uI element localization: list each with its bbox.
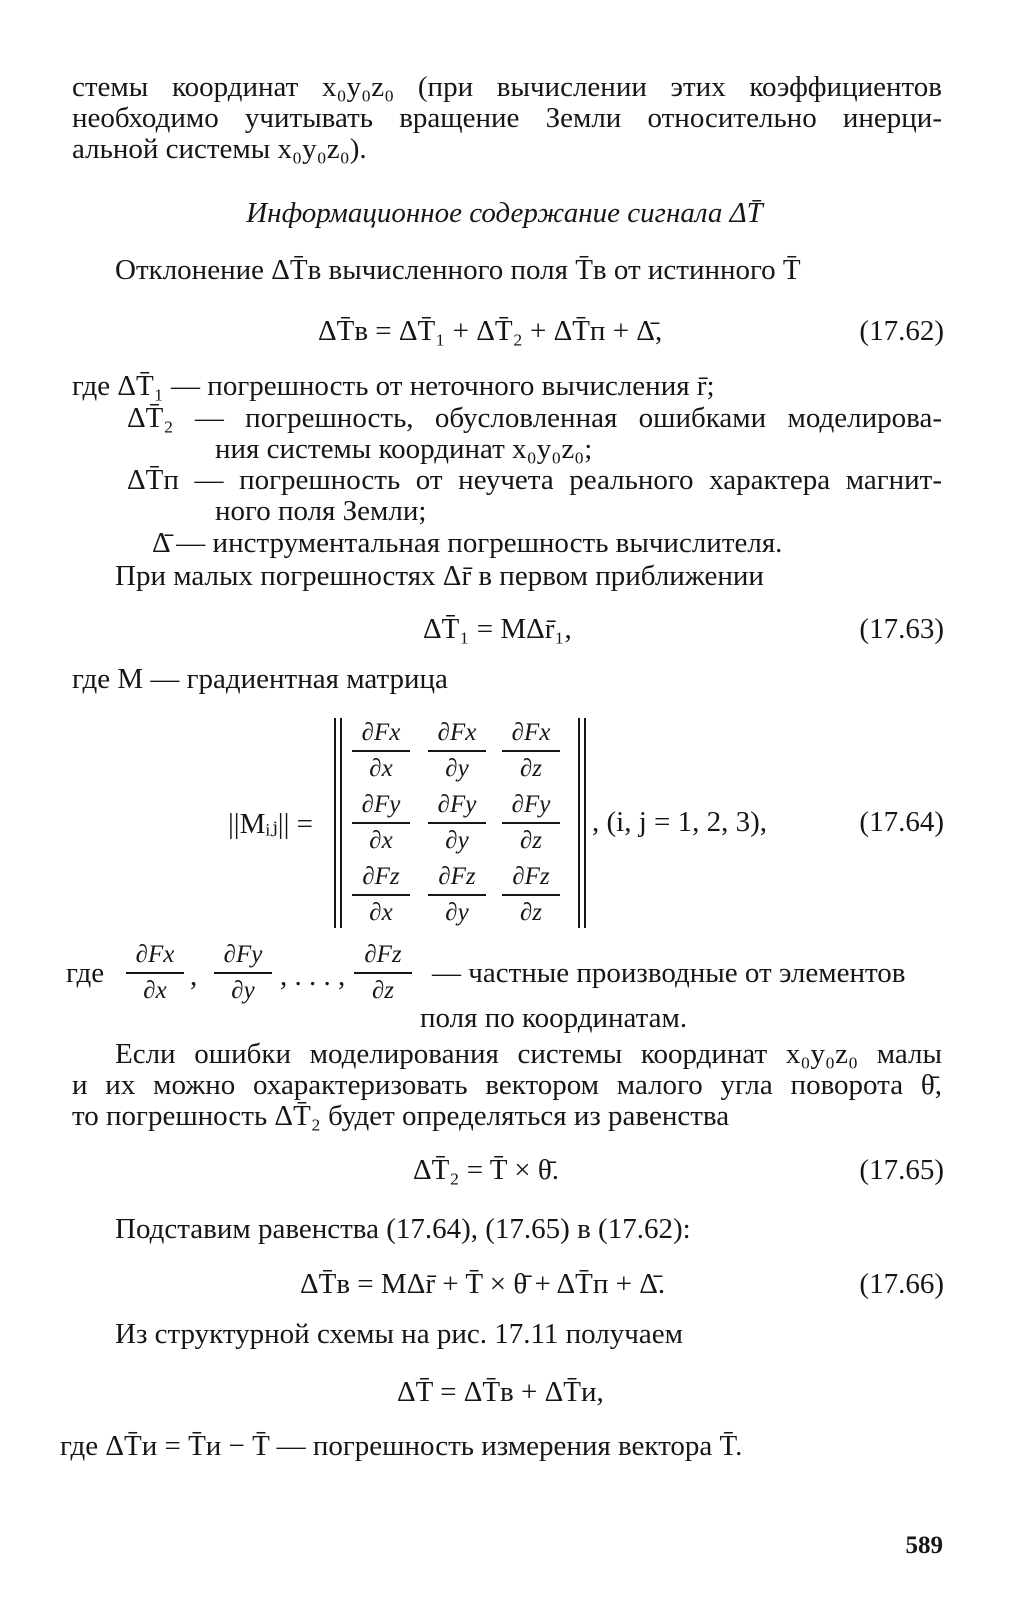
equation-number-17-66: (17.66)	[859, 1268, 944, 1300]
matrix-cell-13: ∂Fx ∂z	[498, 718, 564, 784]
equation-17-63: ΔT̄₁ = MΔr̄₁,	[423, 613, 572, 645]
section-heading: Информационное содержание сигнала ΔT̄	[246, 197, 763, 229]
matrix-cell-11: ∂Fx ∂x	[348, 718, 414, 784]
where-item-1: где ΔT̄₁ — погрешность от неточного вычисления r̄;	[72, 370, 715, 402]
small-errors-text: При малых погрешностях Δr̄ в первом приближении	[115, 560, 764, 592]
where-item-4: Δ̄ — инструментальная погрешность вычислителя.	[152, 527, 783, 559]
intro-line-2: необходимо учитывать вращение Земли относительно инерци-	[72, 102, 942, 134]
page-number: 589	[905, 1532, 943, 1559]
modeling-line-2: и их можно охарактеризовать вектором малого угла поворота θ̄,	[72, 1069, 942, 1101]
partials-where: где	[66, 957, 105, 989]
equation-final: ΔT̄ = ΔT̄в + ΔT̄и,	[397, 1376, 604, 1408]
substitute-text: Подставим равенства (17.64), (17.65) в (17.62):	[115, 1213, 691, 1245]
where-item-3: ΔT̄п — погрешность от неучета реального характера магнит-	[127, 464, 942, 496]
partial-fz-dz: ∂Fz ∂z	[350, 940, 416, 1006]
matrix-cell-31: ∂Fz ∂x	[348, 862, 414, 928]
matrix-right-bar-2	[584, 718, 586, 928]
partials-dots: , . . . ,	[280, 960, 346, 992]
matrix-left-bar-2	[340, 718, 342, 928]
equation-17-66: ΔT̄в = MΔr̄ + T̄ × θ̄ + ΔT̄п + Δ̄.	[300, 1268, 666, 1300]
matrix-label: ||Mᵢⱼ|| =	[228, 808, 314, 840]
modeling-line-1: Если ошибки моделирования системы координат x₀y₀z₀ малы	[115, 1038, 942, 1070]
matrix-cell-12: ∂Fx ∂y	[424, 718, 490, 784]
equation-17-62: ΔT̄в = ΔT̄₁ + ΔT̄₂ + ΔT̄п + Δ̄,	[318, 315, 663, 347]
final-where-text: где ΔT̄и = T̄и − T̄ — погрешность измерения вектора T̄.	[60, 1430, 743, 1462]
matrix-cell-23: ∂Fy ∂z	[498, 790, 564, 856]
matrix-condition: , (i, j = 1, 2, 3),	[592, 806, 768, 838]
equation-number-17-65: (17.65)	[859, 1154, 944, 1186]
gradient-text: где M — градиентная матрица	[72, 663, 448, 695]
partial-fx-dx: ∂Fx ∂x	[122, 940, 188, 1006]
equation-17-65: ΔT̄₂ = T̄ × θ̄.	[413, 1154, 559, 1186]
where-item-2: ΔT̄₂ — погрешность, обусловленная ошибками моделирова-	[127, 402, 942, 434]
matrix-right-bar-1	[578, 718, 580, 928]
comma-sep: ,	[190, 960, 198, 992]
matrix-cell-32: ∂Fz ∂y	[424, 862, 490, 928]
matrix-left-bar-1	[334, 718, 336, 928]
where-item-2-cont: ния системы координат x₀y₀z₀;	[215, 433, 593, 465]
equation-number-17-63: (17.63)	[859, 613, 944, 645]
equation-number-17-62: (17.62)	[859, 315, 944, 347]
intro-line-3: альной системы x₀y₀z₀).	[72, 133, 367, 165]
partials-text-1: — частные производные от элементов	[432, 957, 906, 989]
intro-line-1: стемы координат x₀y₀z₀ (при вычислении этих коэффициентов	[72, 71, 942, 103]
modeling-line-3: то погрешность ΔT̄₂ будет определяться из равенства	[72, 1100, 730, 1132]
where-item-3-cont: ного поля Земли;	[215, 495, 427, 527]
matrix-cell-22: ∂Fy ∂y	[424, 790, 490, 856]
equation-number-17-64: (17.64)	[859, 806, 944, 838]
partial-fy-dy: ∂Fy ∂y	[210, 940, 276, 1006]
structure-text: Из структурной схемы на рис. 17.11 получаем	[115, 1318, 683, 1350]
matrix-cell-21: ∂Fy ∂x	[348, 790, 414, 856]
partials-text-2: поля по координатам.	[420, 1002, 688, 1034]
deviation-text: Отклонение ΔT̄в вычисленного поля T̄в от истинного T̄	[115, 254, 801, 286]
matrix-cell-33: ∂Fz ∂z	[498, 862, 564, 928]
